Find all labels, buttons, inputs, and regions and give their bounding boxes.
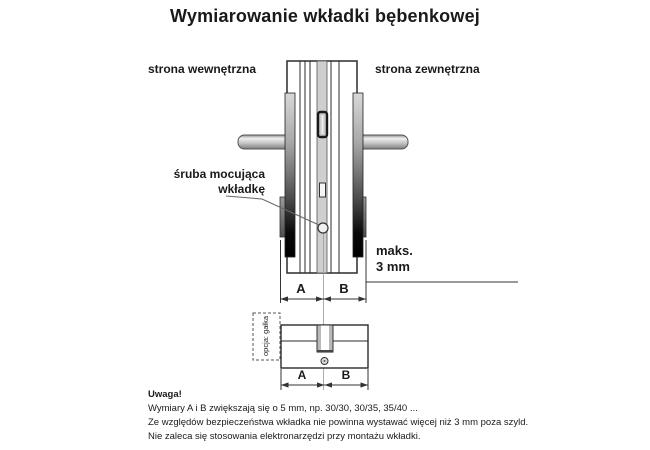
label-inner-side: strona wewnętrzna	[148, 62, 257, 76]
dimension-a-upper: A	[296, 281, 306, 296]
fixing-screw	[318, 223, 328, 233]
label-outer-side: strona zewnętrzna	[375, 62, 480, 76]
dimension-b-lower: B	[341, 368, 351, 382]
label-knob-option: opcja: gałka	[261, 315, 270, 357]
cylinder-channel	[317, 61, 327, 273]
label-max-protrusion-line1: maks.	[376, 243, 413, 258]
dimension-a-lower: A	[297, 368, 307, 382]
note-line: Ze względów bezpieczeństwa wkładka nie powinna wystawać więcej niż 3 mm poza szyld.	[148, 417, 529, 428]
note-line: Nie zaleca się stosowania elektronarzędzi przy montażu wkładki.	[148, 431, 421, 442]
dimension-b-upper: B	[339, 281, 349, 296]
label-fixing-screw-line1: śruba mocująca	[173, 167, 265, 181]
shield-left	[285, 93, 295, 257]
notes-block	[148, 388, 608, 444]
notes-heading: Uwaga!	[148, 389, 182, 400]
label-fixing-screw-line2: wkładkę	[218, 182, 265, 196]
euro-cylinder-view	[281, 325, 368, 368]
note-line: Wymiary A i B zwiększają się o 5 mm, np. 30/30, 30/35, 35/40 ...	[148, 403, 418, 414]
page-title: Wymiarowanie wkładki bębenkowej	[170, 6, 480, 26]
upper-slot	[318, 112, 327, 137]
label-max-protrusion	[376, 243, 413, 275]
label-fixing-screw	[125, 167, 265, 197]
label-max-protrusion-line2: 3 mm	[376, 259, 410, 274]
shield-right	[353, 93, 363, 257]
lower-slot	[320, 183, 326, 197]
